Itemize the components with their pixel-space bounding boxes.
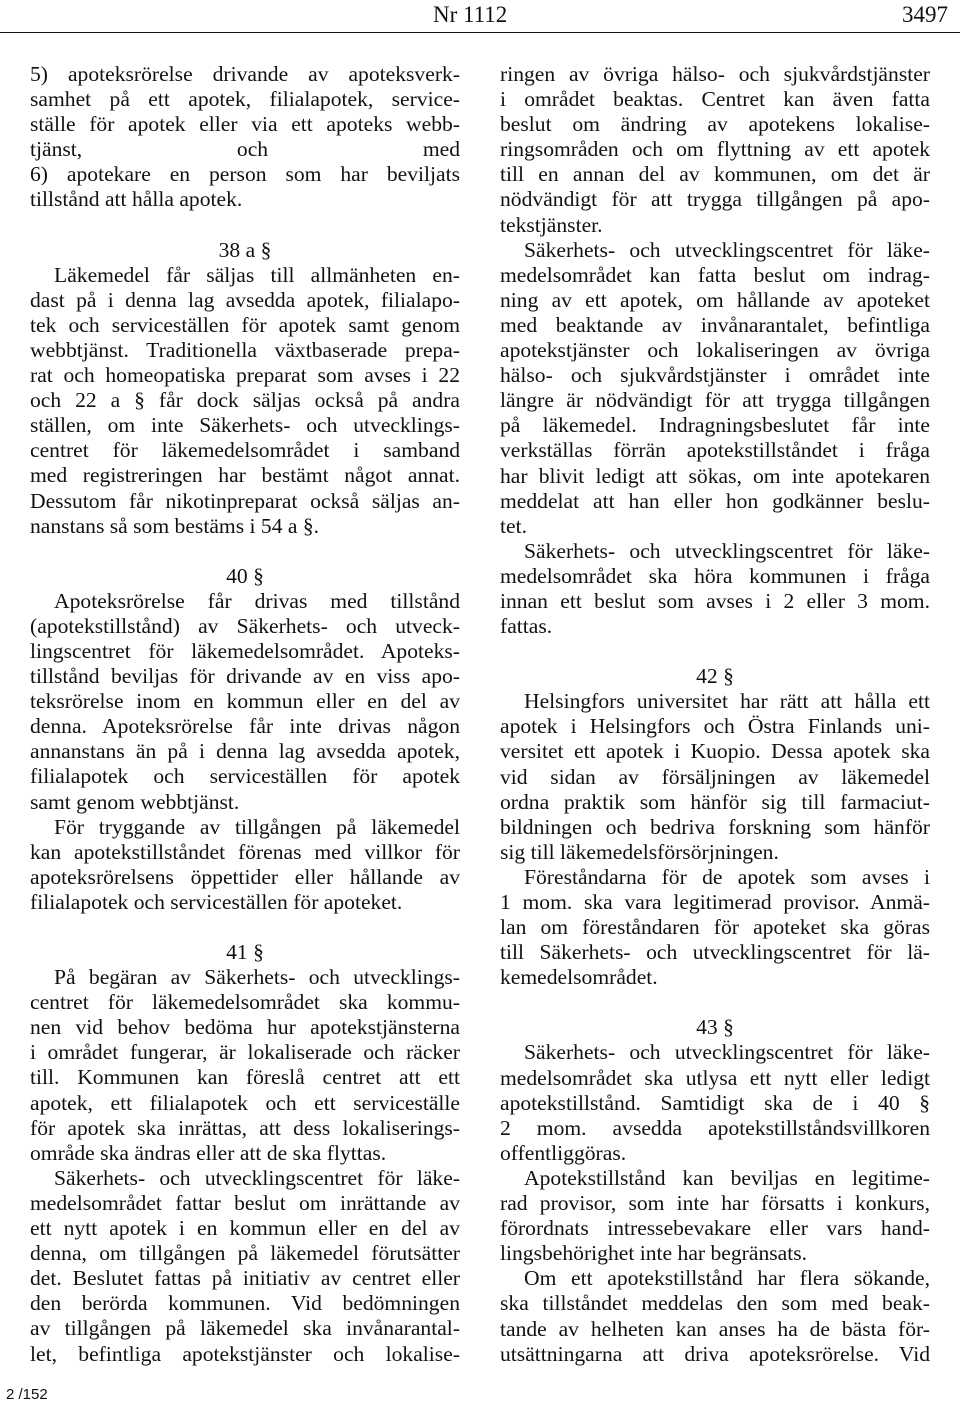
text-line: den berörda kommunen. Vid bedömningen [30,1291,460,1316]
text-line: tillstånd att hålla apotek. [30,187,243,212]
text-line: denna. Apoteksrörelse får inte drivas någon [30,714,460,739]
text-line: Apoteksrörelse får drivas med tillstånd [54,588,460,613]
section-heading: 43 § [696,1015,734,1040]
text-line: ställe för apotek eller via ett apoteks webb- [30,112,460,137]
text-line: av tillgången på läkemedel ska invånarantal- [30,1316,460,1341]
text-line: utsättningarna att driva apoteksrörelse. Vid [500,1341,930,1366]
text-line: Läkemedel får säljas till allmänheten en- [54,262,460,287]
section-heading: 40 § [226,563,264,588]
text-line: centret för läkemedelsområdet ska kommu- [30,990,460,1015]
text-line: i området fungerar, är lokaliserade och räcker [30,1040,460,1065]
text-line: har blivit ledigt att sökas, om inte apotekaren [500,463,930,488]
text-line: beslut om ändring av apotekens lokalise- [500,112,930,137]
text-line: det. Beslutet fattas på initiativ av centret eller [30,1266,460,1291]
text-line: tillstånd beviljas för drivande av en viss apo- [30,664,460,689]
text-line: 1 mom. ska vara legitimerad provisor. Anmä- [500,890,930,914]
text-line: hälso- och sjukvårdstjänster i området inte [500,363,930,388]
paragraph-gap [30,915,460,940]
text-line: Föreståndarna för de apotek som avses i [524,864,930,889]
paragraph-gap [30,213,460,238]
text-line: förordnats intressebevakare eller vars hand- [500,1216,930,1241]
document-number: Nr 1112 [433,2,508,27]
text-line: och 22 a § får dock säljas också på andra [30,388,460,413]
section-heading: 41 § [226,940,264,964]
page-header [0,0,960,34]
section-heading: 42 § [696,664,734,689]
text-line: Helsingfors universitet har rätt att hålla ett [524,689,930,714]
text-line: Dessutom får nikotinpreparat också säljas an- [30,488,460,513]
text-line: ringen av övriga hälso- och sjukvårdstjänster [500,62,930,86]
text-line: medelsområdet fattar beslut om inrättande av [30,1190,460,1215]
text-line: Säkerhets- och utvecklingscentret för läke- [54,1165,460,1190]
text-line: filialapotek och serviceställen för apoteket. [30,889,403,914]
text-line: bildningen och bedriva forskning som hänför [500,814,930,839]
text-line: rat och homeopatiska preparat som avses i 22 [30,363,460,388]
text-line: medelsområdet ska höra kommunen i fråga [500,563,930,588]
text-line: lan om föreståndaren för apoteket ska göras [500,915,930,940]
text-line: fattas. [500,614,553,639]
text-line: samhet på ett apotek, filialapotek, service- [30,87,460,112]
text-line: lingscentret för läkemedelsområdet. Apoteks- [30,638,460,663]
text-line: tet. [500,513,527,538]
text-line: apoteksrörelsens öppettider eller hållande av [30,864,460,889]
text-line: ning av ett apotek, om hållande av apoteket [500,287,930,312]
text-line: Säkerhets- och utvecklingscentret för läke- [524,237,930,262]
text-line: till. Kommunen kan föreslå centret att ett [30,1065,460,1090]
text-line: samt genom webbtjänst. [30,789,240,814]
text-line: Säkerhets- och utvecklingscentret för läke- [524,538,930,563]
text-line: verkställas förrän apotekstillståndet i fråga [500,438,930,463]
text-line: lingsbehörighet inte har begränsats. [500,1241,808,1266]
text-line: till en annan del av kommunen, om det är [500,162,930,187]
text-line: kemedelsområdet. [500,965,658,990]
paragraph-gap [500,990,930,1015]
text-line: tek och serviceställen för apotek samt genom [30,312,460,337]
text-line: innan ett beslut som avses i 2 eller 3 mom. [500,588,930,613]
text-line: sig till läkemedelsförsörjningen. [500,839,779,864]
text-line: tekstjänster. [500,212,603,237]
text-line: på läkemedel. Indragningsbeslutet får inte [500,413,930,438]
text-line: nanstans så som bestäms i 54 a §. [30,513,320,538]
header-rule [0,32,960,33]
text-line: let, befintliga apotekstjänster och lokalise- [30,1341,460,1366]
left-text-column [30,62,460,1367]
text-line: versitet ett apotek i Kuopio. Dessa apotek ska [500,739,930,764]
text-line: På begäran av Säkerhets- och utvecklings- [54,965,460,990]
text-line: (apotekstillstånd) av Säkerhets- och utveck- [30,613,460,638]
text-line: teksrörelse inom en kommun eller en del av [30,689,460,714]
text-line: webbtjänst. Traditionella växtbaserade prepa- [30,337,460,362]
text-line: för apotek ska inrättas, att dess lokaliserings- [30,1115,460,1140]
text-line: tjänst, och med [30,137,460,162]
text-line: Om ett apotekstillstånd har flera sökande, [524,1266,930,1291]
text-line: offentliggöras. [500,1140,627,1165]
text-line: För tryggande av tillgången på läkemedel [54,814,460,839]
text-line: med registreringen har bestämt något annat. [30,463,460,488]
text-line: till Säkerhets- och utvecklingscentret för lä- [500,940,930,965]
text-line: ett nytt apotek i en kommun eller en del av [30,1216,460,1241]
text-line: kan apotekstillståndet förenas med villkor för [30,839,460,864]
text-line: ställen, om inte Säkerhets- och utvecklings- [30,413,460,438]
text-line: med beaktande av invånarantalet, befintliga [500,312,930,337]
text-line: apotekstillstånd. Samtidigt ska de i 40 § [500,1090,930,1115]
text-line: centret för läkemedelsområdet i samband [30,438,460,463]
text-line: 6) apotekare en person som har beviljats [30,162,460,187]
paragraph-gap [500,639,930,664]
text-line: apotek i Helsingfors och Östra Finlands uni- [500,714,930,739]
text-line: vid sidan av försäljningen av läkemedel [500,764,930,789]
text-line: tande av helheten kan anses ha de bästa för- [500,1316,930,1341]
text-line: nen vid behov bedöma hur apotekstjänsterna [30,1015,460,1040]
text-line: annanstans än på i denna lag avsedda apotek, [30,739,460,764]
paragraph-gap [30,539,460,564]
text-line: filialapotek och serviceställen för apotek [30,764,460,789]
text-line: medelsområdet kan fatta beslut om indrag- [500,262,930,287]
text-line: rad provisor, som inte har försatts i konkurs, [500,1191,930,1216]
text-line: 5) apoteksrörelse drivande av apoteksverk- [30,62,460,86]
text-line: Säkerhets- och utvecklingscentret för läke- [524,1040,930,1065]
text-line: ordna praktik som hänför sig till farmaciut- [500,789,930,814]
text-line: nödvändigt för att trygga tillgången på apo- [500,187,930,212]
right-text-column [500,62,930,1367]
page-number: 3497 [902,2,948,27]
text-line: ska tillståndet meddelas den som med beak- [500,1291,930,1316]
text-line: i området beaktas. Centret kan även fatta [500,87,930,112]
text-line: område ska ändras eller att de ska flyttas. [30,1140,387,1165]
text-line: längre är nödvändigt för att trygga tillgången [500,388,930,413]
page-footer-reference: 2 /152 [6,1386,48,1403]
text-line: apotekstjänster och lokaliseringen av övriga [500,338,930,363]
text-line: ringsområden och om flyttning av ett apotek [500,137,930,162]
section-heading: 38 a § [218,237,272,262]
text-line: dast på i denna lag avsedda apotek, filialapo- [30,287,460,312]
text-line: medelsområdet ska utlysa ett nytt eller ledigt [500,1065,930,1090]
text-line: meddelat att han eller hon godkänner beslu- [500,488,930,513]
text-line: Apotekstillstånd kan beviljas en legitime- [524,1165,930,1190]
text-line: 2 mom. avsedda apotekstillståndsvillkoren [500,1115,930,1140]
text-line: denna, om tillgången på läkemedel förutsätter [30,1241,460,1266]
text-line: apotek, ett filialapotek och ett serviceställe [30,1090,460,1115]
